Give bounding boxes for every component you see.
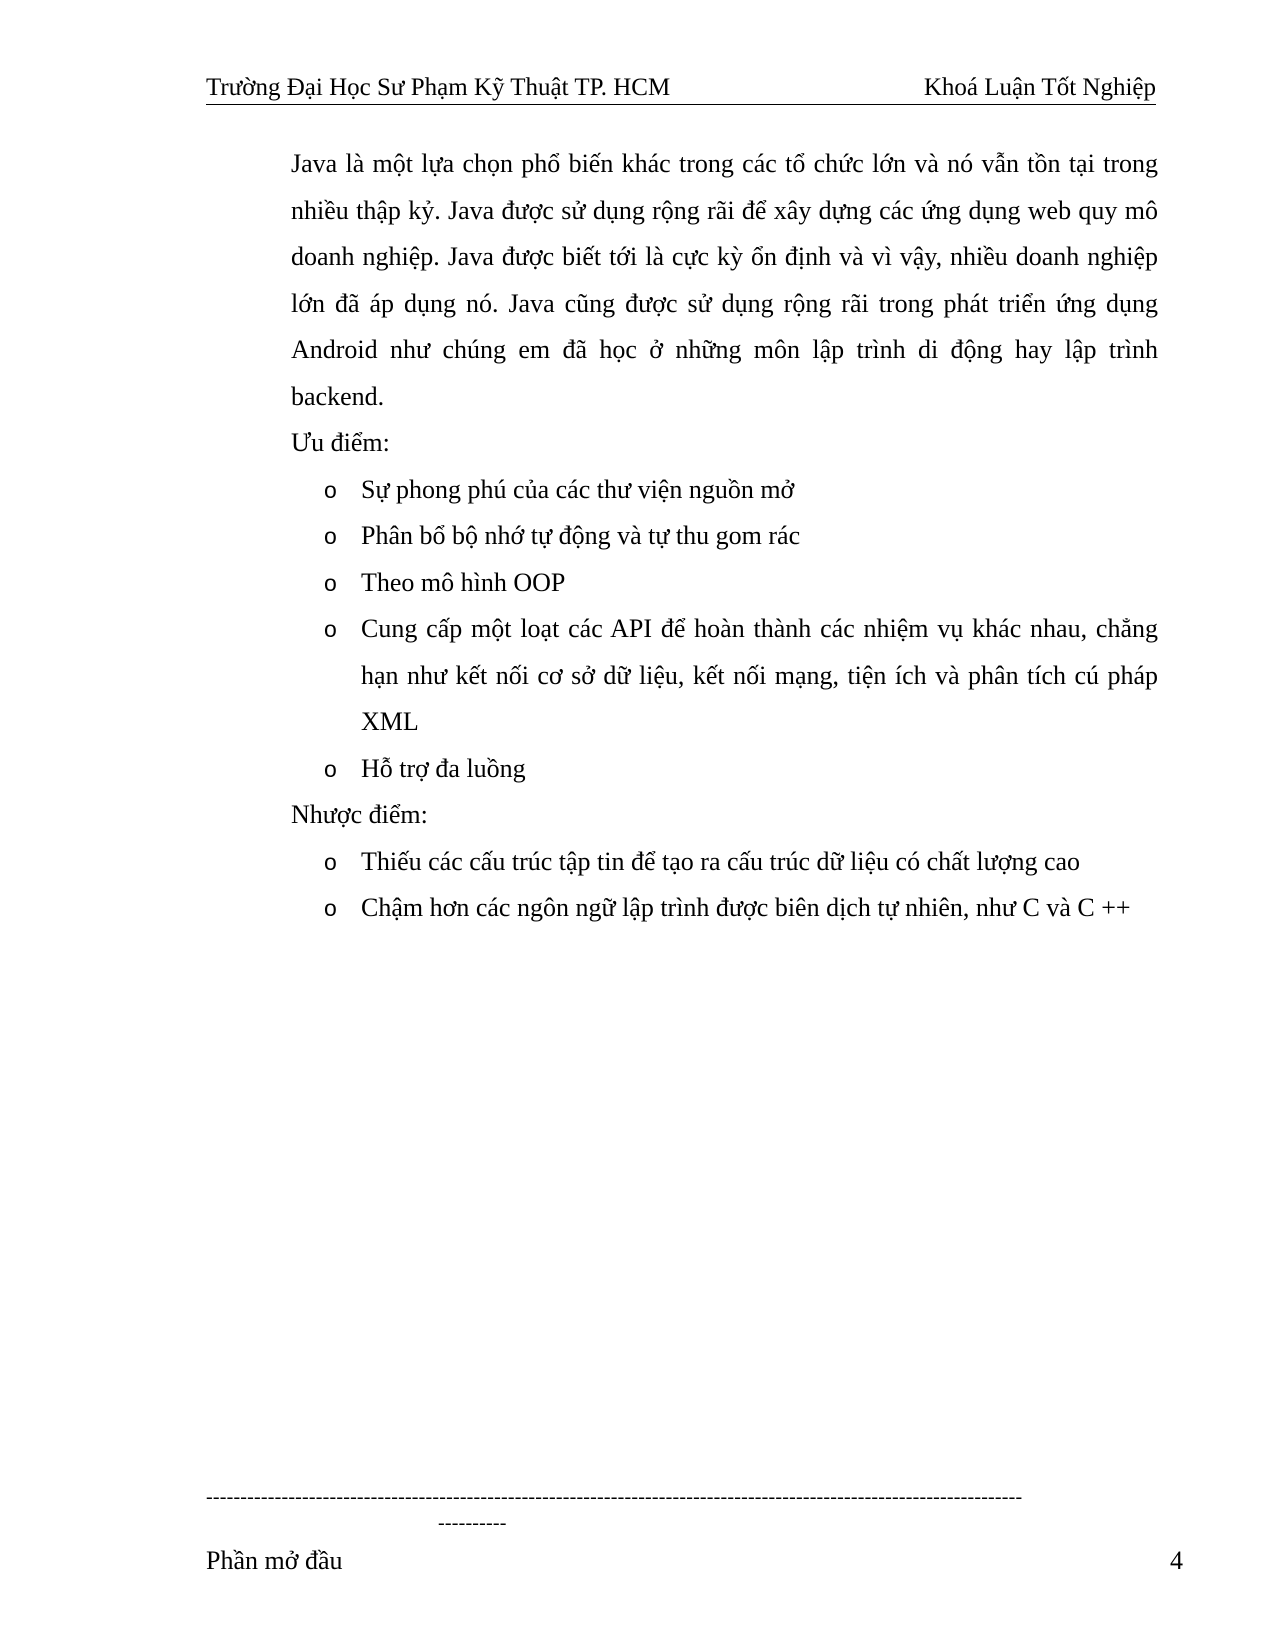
disadvantages-list bbox=[291, 839, 1158, 932]
list-item: o Cung cấp một loạt các API để hoàn thành các nhiệm vụ khác nhau, chẳng hạn như kết nối cơ sở dữ liệu, kết nối mạng, tiện ích và phân tích cú pháp XML bbox=[291, 606, 1158, 746]
footer-divider-continuation: ---------- bbox=[438, 1512, 507, 1534]
list-item: o Chậm hơn các ngôn ngữ lập trình được biên dịch tự nhiên, như C và C ++ bbox=[291, 885, 1158, 932]
bullet-icon: o bbox=[324, 569, 337, 596]
intro-paragraph: Java là một lựa chọn phổ biến khác trong các tổ chức lớn và nó vẫn tồn tại trong nhiều thập kỷ. Java được sử dụng rộng rãi để xây dựng các ứng dụng web quy mô doanh nghiệp. Java được biết tới là cực kỳ ổn định và vì vậy, nhiều doanh nghiệp lớn đã áp dụng nó. Java cũng được sử dụng rộng rãi trong phát triển ứng dụng Android như chúng em đã học ở những môn lập trình di động hay lập trình backend. bbox=[291, 149, 1158, 411]
bullet-icon: o bbox=[324, 476, 337, 503]
page-header bbox=[206, 72, 1156, 105]
bullet-icon: o bbox=[324, 848, 337, 875]
header-document-type: Khoá Luận Tốt Nghiệp bbox=[923, 74, 1156, 101]
disadvantages-heading: Nhược điểm: bbox=[291, 800, 428, 829]
advantages-list bbox=[291, 467, 1158, 793]
list-item: o Hỗ trợ đa luồng bbox=[291, 746, 1158, 793]
footer-section-name: Phần mở đầu bbox=[206, 1546, 343, 1575]
advantages-heading: Ưu điểm: bbox=[291, 428, 390, 457]
bullet-icon: o bbox=[324, 616, 337, 642]
bullet-icon: o bbox=[324, 755, 337, 782]
list-item: o Theo mô hình OOP bbox=[291, 560, 1158, 607]
list-item: o Thiếu các cấu trúc tập tin để tạo ra cấu trúc dữ liệu có chất lượng cao bbox=[291, 839, 1158, 886]
list-item: o Sự phong phú của các thư viện nguồn mở bbox=[291, 467, 1158, 514]
bullet-icon: o bbox=[324, 895, 337, 921]
bullet-icon: o bbox=[324, 523, 337, 549]
footer-divider: ----------------------------------------------------------------------------------------------------------------------- bbox=[206, 1486, 1023, 1508]
page-number: 4 bbox=[1170, 1546, 1183, 1575]
header-school-name: Trường Đại Học Sư Phạm Kỹ Thuật TP. HCM bbox=[206, 74, 671, 101]
list-item: o Phân bổ bộ nhớ tự động và tự thu gom rác bbox=[291, 513, 1158, 560]
page-content bbox=[291, 141, 1158, 932]
